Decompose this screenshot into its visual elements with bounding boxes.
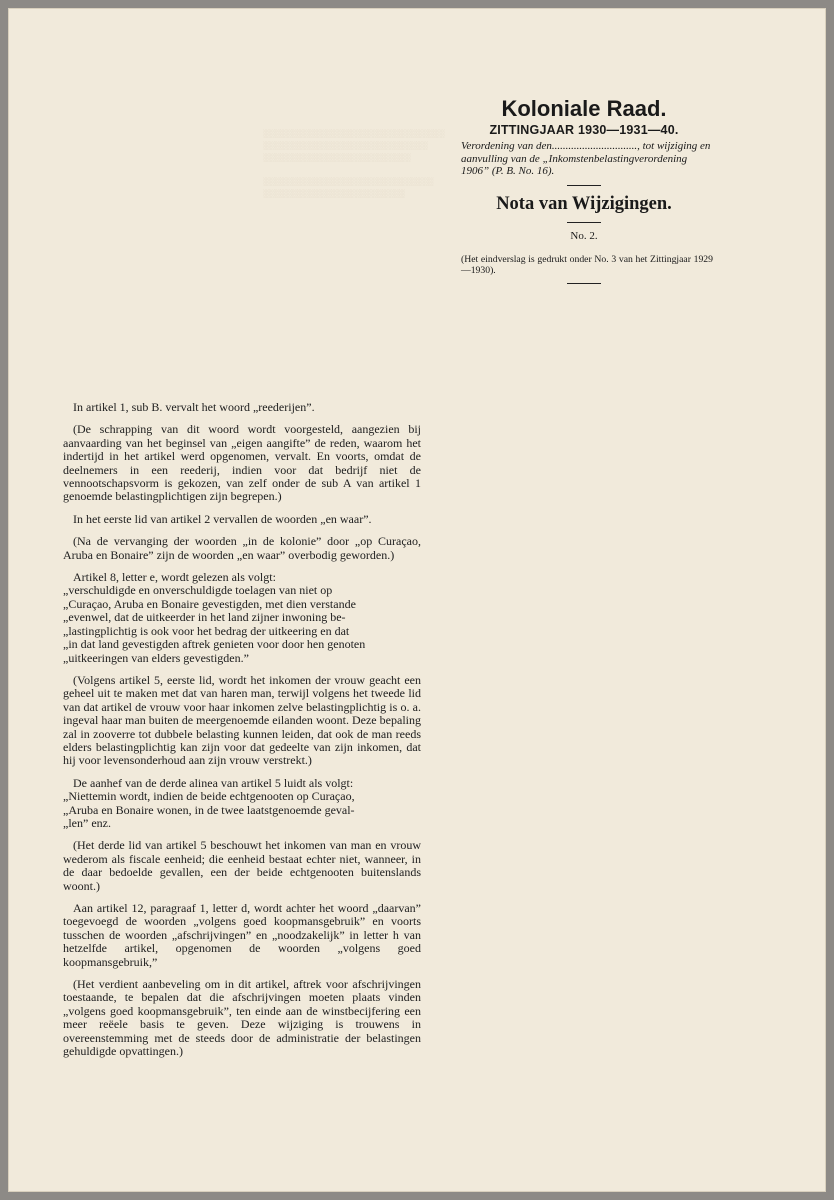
paragraph: (Volgens artikel 5, eerste lid, wordt het inkomen der vrouw geacht een geheel uit te maken met dat van haren man, terwijl volgens het tweede lid van dat artikel de vrouw voor haar inkomen zelve belastingplichtig is o. a. ingeval haar man buiten de meergenoemde eilanden woont. Deze bepaling zal in zooverre tot dubbele belasting kunnen leiden, dat ook de man reeds elders belastingplichtig kan zijn voor dat gedeelte van zijn inkomen, dat hij voor levensonderhoud aan zijn vrouw verstrekt.): [63, 672, 421, 768]
article-8-block: [63, 571, 421, 665]
document-header: [453, 96, 715, 284]
ordinance-description: Verordening van den..............................., tot wijziging en aanvulling van de „Inkomstenbelastingverordening 1906” (P. B. No. 16).: [461, 140, 711, 177]
quote-line: „lastingplichtig is ook voor het bedrag der uitkeering en dat: [63, 623, 350, 638]
quote-line: „evenwel, dat de uitkeerder in het land zijner inwoning be-: [63, 610, 346, 625]
quote-line: „len” enz.: [63, 815, 111, 830]
paragraph: Aan artikel 12, paragraaf 1, letter d, wordt achter het woord „daarvan” toegevoegd de woorden „volgens goed koopmansgebruik” en voorts tusschen de woorden „afschrijvingen” en „noodzakelijk” in letter h van hetzelfde artikel, opgenomen de woorden „volgens goed koopmansgebruik,”: [63, 901, 421, 969]
amendment-text: [63, 401, 421, 1067]
quote-line: „Curaçao, Aruba en Bonaire gevestigden, met dien verstande: [63, 596, 356, 611]
session-year: ZITTINGJAAR 1930—1931—40.: [489, 123, 679, 137]
article-5-intro: De aanhef van de derde alinea van artikel 5 luidt als volgt:: [73, 775, 354, 790]
quote-line: „uitkeeringen van elders gevestigden.”: [63, 650, 249, 665]
quote-line: „in dat land gevestigden aftrek genieten voor door hen genoten: [63, 637, 366, 652]
quote-line: „verschuldigde en onverschuldigde toelagen van niet op: [63, 583, 333, 598]
header-divider: [567, 185, 601, 186]
paragraph: In het eerste lid van artikel 2 vervallen de woorden „en waar”.: [73, 511, 372, 526]
article-8-intro: Artikel 8, letter e, wordt gelezen als volgt:: [73, 570, 276, 585]
quote-line: „Niettemin wordt, indien de beide echtgenooten op Curaçao,: [63, 789, 355, 804]
paragraph: (Het verdient aanbeveling om in dit artikel, aftrek voor afschrijvingen toestaande, te bepalen dat die afschrijvingen moeten plaats vinden „volgens goed koopmansgebruik”, ten einde aan de winstbecijfering een meer reëele basis te geven. Deze wijziging is trouwens in overeenstemming met de steeds door de administratie der belastingen gehuldigde opvattingen.): [63, 977, 421, 1059]
show-through-text: ░░░░░░░░░░░░░░░░░░░░░░░░░░░░░░░░ ░░░░░░░░░░░░░░░░░░░░░░░░░░░░░ ░░░░░░░░░░░░░░░░░░░░░░░░░░ ░░░░░░░░░░░░░░░░░░░░░░░░░░░░░░ ░░░░░░░░░░░░░░░░░░░░░░░░░: [263, 129, 445, 198]
paragraph: In artikel 1, sub B. vervalt het woord „reederijen”.: [73, 400, 315, 414]
quote-line: „Aruba en Bonaire wonen, in de twee laatstgenoemde geval-: [63, 802, 355, 817]
report-divider: [567, 283, 601, 284]
council-title: Koloniale Raad.: [501, 96, 667, 121]
paragraph: (De schrapping van dit woord wordt voorgesteld, aangezien bij aanvaarding van het beginsel van „eigen aangifte” de reden, waarom het indertijd in het artikel werd opgenomen, vervalt. En voorts, omdat de deelnemers in een reederij, indien voor dat bedrijf niet de vennootschapsvorm is gekozen, van zelf onder de sub A van artikel 1 genoemde belastingplichtigen zijn begrepen.): [63, 422, 421, 504]
nota-divider: [567, 222, 601, 223]
paragraph: (Na de vervanging der woorden „in de kolonie” door „op Curaçao, Aruba en Bonaire” zijn de woorden „en waar” overbodig geworden.): [63, 534, 421, 562]
document-page: [8, 8, 826, 1192]
report-note: (Het eindverslag is gedrukt onder No. 3 van het Zittingjaar 1929—1930).: [461, 253, 713, 276]
nota-number: No. 2.: [570, 229, 598, 242]
paragraph: (Het derde lid van artikel 5 beschouwt het inkomen van man en vrouw wederom als fiscale eenheid; die eenheid bestaat echter niet, wanneer, in de daar bedoelde gevallen, een der beide echtgenooten buitenslands woont.): [63, 838, 421, 893]
article-5-block: [63, 777, 421, 831]
nota-title: Nota van Wijzigingen.: [496, 193, 672, 214]
